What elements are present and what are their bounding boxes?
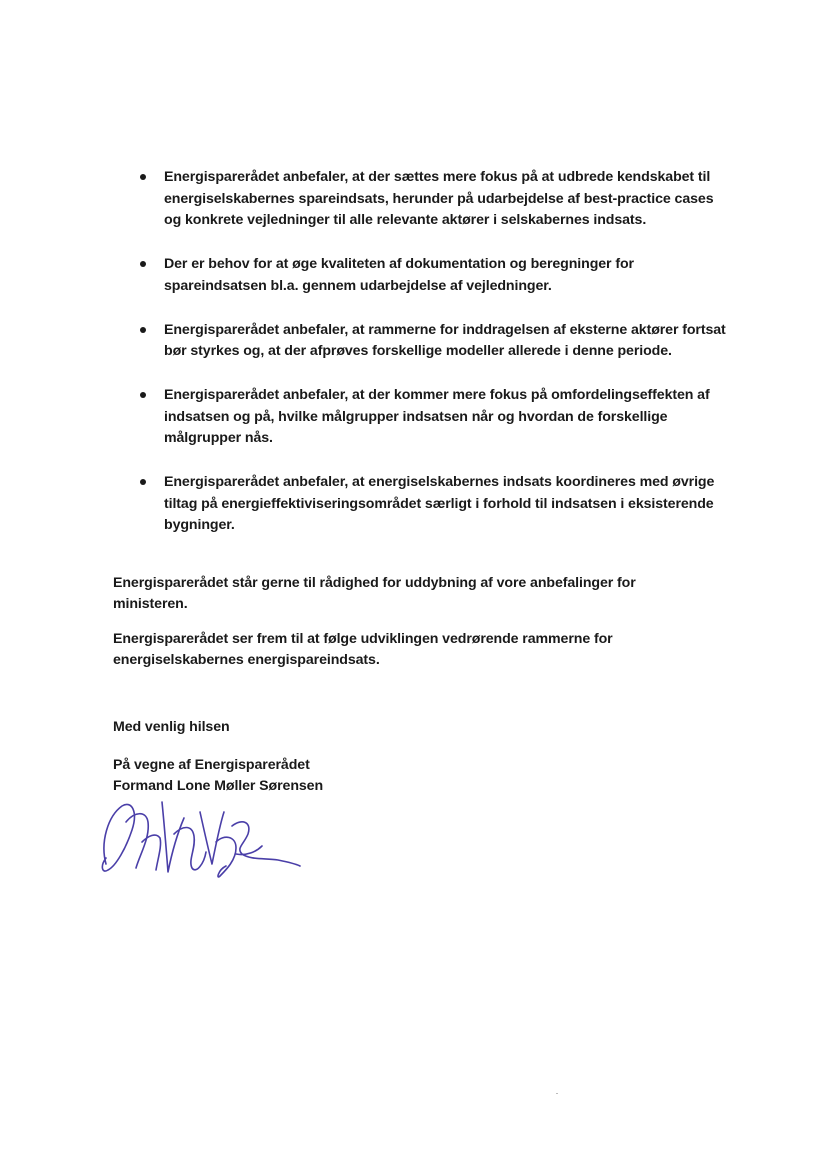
- signature-stroke: [102, 804, 134, 871]
- bullet-icon: [140, 392, 146, 398]
- list-item: [138, 320, 728, 363]
- signature-stroke: [216, 837, 236, 877]
- list-item: [138, 167, 728, 232]
- bullet-icon: [140, 327, 146, 333]
- recommendation-text: Energisparerådet anbefaler, at der sættes mere fokus på at udbrede kendskabet til energiselskabernes spareindsats, herunder på udarbejdelse af best-practice cases og konkrete vejledninger til alle relevante aktører i selskabernes indsats.: [164, 169, 714, 228]
- follow-up-paragraph: Energisparerådet ser frem til at følge udviklingen vedrørende rammerne for energiselskabernes energispareindsats.: [113, 631, 613, 668]
- signatory-line: Formand Lone Møller Sørensen: [113, 778, 324, 794]
- list-item: [138, 472, 728, 537]
- list-item: [138, 254, 728, 297]
- signature-stroke: [232, 822, 300, 866]
- signature-stroke: [126, 814, 148, 868]
- recommendation-text: Der er behov for at øge kvaliteten af dokumentation og beregninger for spareindsatsen bl.a. gennem udarbejdelse af vejledninger.: [164, 256, 634, 294]
- signature-stroke: [142, 835, 161, 870]
- on-behalf-line: På vegne af Energisparerådet: [113, 757, 310, 773]
- recommendation-text: Energisparerådet anbefaler, at rammerne for inddragelsen af eksterne aktører fortsat bør styrkes og, at der afprøves forskellige modeller allerede i denne periode.: [164, 321, 726, 359]
- closing-greeting: Med venlig hilsen: [113, 719, 230, 735]
- list-item: [138, 385, 728, 450]
- recommendation-text: Energisparerådet anbefaler, at der kommer mere fokus på omfordelingseffekten af indsatsen og på, hvilke målgrupper indsatsen når og hvordan de forskellige målgrupper nås.: [164, 387, 710, 446]
- bullet-icon: [140, 479, 146, 485]
- availability-paragraph: Energisparerådet står gerne til rådighed for uddybning af vore anbefalinger for ministeren.: [113, 575, 636, 612]
- signature-stroke: [162, 802, 184, 872]
- bullet-icon: [140, 261, 146, 267]
- bullet-icon: [140, 174, 146, 180]
- handwritten-signature: [96, 782, 306, 887]
- scan-speck: [556, 1093, 558, 1094]
- recommendations-list: [138, 167, 728, 559]
- recommendation-text: Energisparerådet anbefaler, at energiselskabernes indsats koordineres med øvrige tiltag på energieffektiviseringsområdet særligt i forhold til indsatsen i eksisterende bygninger.: [164, 474, 715, 533]
